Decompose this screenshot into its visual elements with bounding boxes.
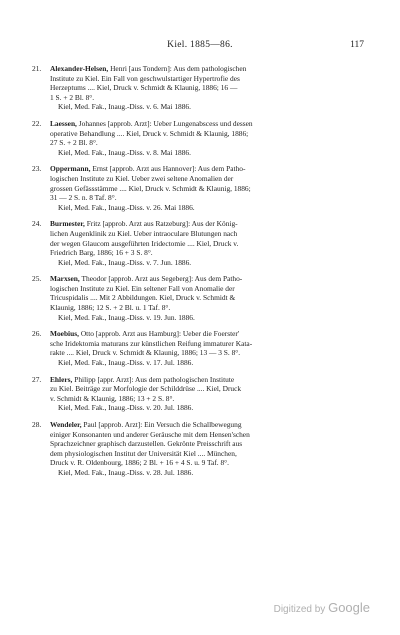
entry-number: 24. — [32, 219, 42, 229]
list-item — [32, 119, 368, 157]
citation-line: einiger Konsonanten und anderer Geräusche mit dem Hensen'schen — [50, 429, 250, 439]
author-surname: Laessen, — [50, 118, 77, 128]
entry-number: 27. — [32, 374, 42, 384]
entry-number: 28. — [32, 420, 42, 429]
entry-citation — [50, 375, 368, 404]
citation-text: Fritz [approb. Arzt aus Ratzeburg]: Aus der König- — [86, 219, 238, 229]
citation-line: 1 S. + 2 Bl. 8°. — [50, 92, 95, 102]
citation-line: grossen Gefässstämme .... Kiel, Druck v. Schmidt & Klaunig, 1886; — [50, 183, 251, 193]
dissertation-note: Kiel, Med. Fak., Inaug.-Diss. v. 26. Mai 1886. — [58, 202, 195, 212]
dissertation-note: Kiel, Med. Fak., Inaug.-Diss. v. 19. Jun. 1886. — [58, 312, 195, 322]
citation-line: rakte .... Kiel, Druck v. Schmidt & Klaunig, 1886; 13 — 3 S. 8°. — [50, 348, 241, 358]
watermark-prefix: Digitized by — [273, 604, 326, 615]
citation-text: Philipp [appr. Arzt]: Aus dem pathologischen Institute — [74, 374, 235, 384]
author-surname: Ehlers, — [50, 374, 73, 384]
entry-number: 25. — [32, 274, 42, 284]
entry-citation — [50, 164, 368, 202]
list-item — [32, 219, 368, 267]
citation-line — [50, 119, 368, 129]
entry-number: 23. — [32, 164, 42, 174]
citation-line: operative Behandlung .... Kiel, Druck v. Schmidt & Klaunig, 1886; — [50, 128, 249, 138]
list-item — [32, 274, 368, 322]
citation-text: Otto [approb. Arzt aus Hamburg]: Ueber die Foerster' — [80, 329, 240, 339]
author-surname: Burmester, — [50, 219, 85, 229]
entry-citation — [50, 329, 368, 358]
citation-line: 27 S. + 2 Bl. 8°. — [50, 138, 98, 148]
citation-line: Tricuspidalis .... Mit 2 Abbildungen. Kiel, Druck v. Schmidt & — [50, 293, 236, 303]
citation-line: Herzeptums .... Kiel, Druck v. Schmidt & Klaunig, 1886; 16 — — [50, 83, 238, 93]
dissertation-list — [32, 64, 368, 485]
entry-citation — [50, 119, 368, 148]
list-item — [32, 375, 368, 413]
citation-line: logischen Institute zu Kiel. Ein seltener Fall von Anomalie der — [50, 283, 235, 293]
list-item — [32, 164, 368, 212]
citation-line: zu Kiel. Beiträge zur Morfologie der Schilddrüse .... Kiel, Druck — [50, 384, 242, 394]
entry-citation — [50, 64, 368, 102]
citation-line: dem physiologischen Institut der Universität Kiel .... München, — [50, 448, 237, 458]
citation-line: Institute zu Kiel. Ein Fall von geschwulstartiger Hypertrofie des — [50, 73, 240, 83]
citation-line — [50, 375, 368, 385]
entry-citation — [50, 219, 368, 257]
citation-text: Ernst [approb. Arzt aus Hannover]: Aus dem Patho- — [92, 164, 246, 174]
citation-text: Johannes [approb. Arzt]: Ueber Lungenabscess und dessen — [78, 118, 253, 128]
google-watermark — [274, 600, 370, 615]
citation-text: Theodor [approb. Arzt aus Segeberg]: Aus dem Patho- — [81, 274, 243, 284]
author-surname: Alexander-Helsen, — [50, 64, 109, 73]
author-surname: Oppermann, — [50, 164, 91, 174]
list-item — [32, 329, 368, 367]
author-surname: Wendeler, — [50, 420, 82, 429]
citation-line: Sprachzeichner graphisch darzustellen. Gekrönte Preisschrift aus — [50, 439, 243, 449]
citation-text: Paul [approb. Arzt]: Ein Versuch die Schallbewegung — [83, 420, 242, 429]
citation-line: Druck v. R. Oldenbourg, 1886; 2 Bl. + 16 + 4 S. u. 9 Taf. 8°. — [50, 458, 229, 468]
entry-number: 21. — [32, 64, 42, 73]
citation-line: v. Schmidt & Klaunig, 1886; 13 + 2 S. 8°. — [50, 393, 175, 403]
list-item — [32, 64, 368, 112]
dissertation-note: Kiel, Med. Fak., Inaug.-Diss. v. 7. Jun. 1886. — [58, 257, 192, 267]
dissertation-note: Kiel, Med. Fak., Inaug.-Diss. v. 8. Mai 1886. — [58, 147, 191, 157]
citation-line: Klaunig, 1886; 12 S. + 2 Bl. u. 1 Taf. 8°. — [50, 303, 171, 313]
citation-line: 31 — 2 S. n. 8 Taf. 8°. — [50, 193, 117, 203]
author-surname: Marxsen, — [50, 274, 80, 284]
citation-line: logischen Institute zu Kiel. Ueber zwei seltene Anomalien der — [50, 173, 234, 183]
dissertation-note: Kiel, Med. Fak., Inaug.-Diss. v. 20. Jul. 1886. — [58, 403, 194, 413]
author-surname: Moebius, — [50, 329, 79, 339]
dissertation-note: Kiel, Med. Fak., Inaug.-Diss. v. 17. Jul. 1886. — [58, 358, 194, 368]
entry-number: 26. — [32, 329, 42, 339]
citation-line — [50, 274, 368, 284]
citation-line: der wegen Glaucom ausgeführten Iridectomie .... Kiel, Druck v. — [50, 238, 239, 248]
citation-line: lichen Augenklinik zu Kiel. Ueber intraoculare Blutungen nach — [50, 228, 238, 238]
dissertation-note: Kiel, Med. Fak., Inaug.-Diss. v. 6. Mai 1886. — [58, 102, 191, 112]
citation-line — [50, 420, 368, 430]
citation-line — [50, 164, 368, 174]
google-logo: Google — [328, 600, 370, 615]
page-number: 117 — [350, 40, 364, 50]
dissertation-note: Kiel, Med. Fak., Inaug.-Diss. v. 28. Jul. 1886. — [58, 467, 194, 477]
page-header — [0, 40, 400, 54]
entry-citation — [50, 420, 368, 468]
entry-number: 22. — [32, 118, 42, 128]
entry-citation — [50, 274, 368, 312]
citation-line — [50, 64, 368, 74]
citation-text: Henri [aus Tondern]: Aus dem pathologischen — [110, 64, 247, 73]
running-title: Kiel. 1885—86. — [167, 40, 233, 50]
citation-line — [50, 219, 368, 229]
list-item — [32, 420, 368, 478]
citation-line: Friedrich Barg, 1886; 16 + 3 S. 8°. — [50, 248, 153, 258]
citation-line — [50, 329, 368, 339]
citation-line: sche Iridektomia maturans zur künstlichen Reifung immaturer Kata- — [50, 338, 253, 348]
